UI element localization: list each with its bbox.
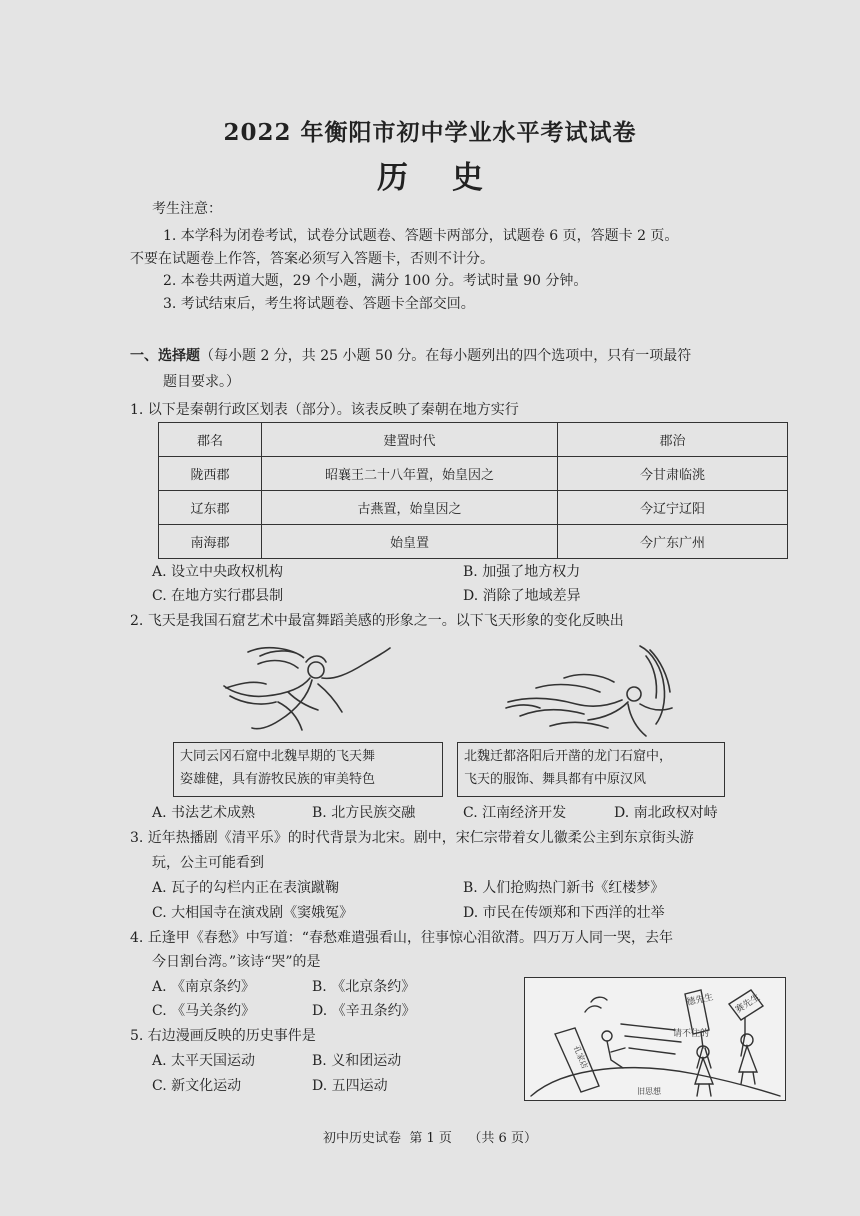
page-footer — [0, 1127, 860, 1146]
notice-heading: 考生注意： — [152, 201, 222, 217]
q3-option-a: A. 瓦子的勾栏内正在表演蹴鞠 — [152, 880, 340, 896]
table-cell: 陇西郡 — [159, 457, 262, 491]
q1-option-a: A. 设立中央政权机构 — [152, 564, 284, 580]
q4-option-c: C. 《马关条约》 — [152, 1003, 256, 1019]
q5-option-a: A. 太平天国运动 — [152, 1053, 256, 1069]
caption-yungang — [173, 742, 443, 797]
caption-longmen — [457, 742, 725, 797]
table-header-cell: 建置时代 — [262, 423, 558, 457]
subject-title: 历史 — [377, 160, 527, 196]
cartoon-sign-1: 德先生 — [685, 992, 715, 1009]
table-cell: 昭襄王二十八年置，始皇因之 — [262, 457, 558, 491]
table-cell: 今辽宁辽阳 — [558, 491, 788, 525]
table-header-cell: 郡名 — [159, 423, 262, 457]
table-cell: 辽东郡 — [159, 491, 262, 525]
flying-apsara-yungang-illustration — [218, 644, 398, 734]
q1-option-d: D. 消除了地域差异 — [463, 588, 581, 604]
section-1-desc-line-1: （每小题 2 分，共 25 小题 50 分。在每小题列出的四个选项中，只有一项最符 — [200, 348, 692, 364]
q2-option-d: D. 南北政权对峙 — [614, 805, 718, 821]
cartoon-sign-2: 赛先生 — [733, 992, 763, 1016]
table-cell: 始皇置 — [262, 525, 558, 559]
q1-stem: 1. 以下是秦朝行政区划表（部分）。该表反映了秦朝在地方实行 — [130, 402, 519, 418]
q4-option-d: D. 《辛丑条约》 — [312, 1003, 416, 1019]
footer-title: 初中历史试卷 — [323, 1131, 402, 1146]
cartoon-speech-text: 请不住的 — [673, 1029, 710, 1039]
q2-option-c: C. 江南经济开发 — [463, 805, 567, 821]
cartoon-drawing — [525, 978, 784, 1099]
table-cell: 南海郡 — [159, 525, 262, 559]
table-row — [159, 525, 788, 559]
q4-stem-line-1: 4. 丘逢甲《春愁》中写道：“春愁难遣强看山，往事惊心泪欲潸。四万万人同一哭，去年 — [130, 930, 673, 946]
table-row — [159, 491, 788, 525]
section-1-heading — [130, 346, 691, 366]
q2-option-b: B. 北方民族交融 — [312, 805, 416, 821]
q5-stem: 5. 右边漫画反映的历史事件是 — [130, 1028, 316, 1044]
cartoon-ground-text: 旧思想 — [637, 1087, 661, 1096]
q4-option-b: B. 《北京条约》 — [312, 979, 416, 995]
caption-longmen-line-2: 飞天的服饰、舞具都有中原汉风 — [464, 772, 647, 787]
q5-option-b: B. 义和团运动 — [312, 1053, 402, 1069]
table-cell: 今广东广州 — [558, 525, 788, 559]
flying-apsara-longmen-illustration — [500, 642, 686, 742]
notice-item-1-line-1: 1. 本学科为闭卷考试，试卷分试题卷、答题卡两部分，试题卷 6 页，答题卡 2 页。 — [163, 228, 679, 244]
table-header-cell: 郡治 — [558, 423, 788, 457]
q2-option-a: A. 书法艺术成熟 — [152, 805, 256, 821]
q2-stem: 2. 飞天是我国石窟艺术中最富舞蹈美感的形象之一。以下飞天形象的变化反映出 — [130, 613, 624, 629]
q4-stem-line-2: 今日割台湾。”该诗“哭”的是 — [152, 954, 321, 970]
caption-yungang-line-1: 大同云冈石窟中北魏早期的飞天舞 — [180, 749, 376, 764]
qin-admin-table — [158, 422, 788, 559]
q3-option-b: B. 人们抢购热门新书《红楼梦》 — [463, 880, 665, 896]
table-cell: 古燕置，始皇因之 — [262, 491, 558, 525]
section-1-desc-line-2: 题目要求。） — [163, 374, 240, 390]
table-row — [159, 457, 788, 491]
notice-item-3: 3. 考试结束后，考生将试题卷、答题卡全部交回。 — [163, 296, 475, 312]
footer-total-pages: （共 6 页） — [468, 1131, 537, 1146]
cartoon-board-text: 孔家店 — [571, 1044, 590, 1071]
exam-title: 2022 年衡阳市初中学业水平考试试卷 — [223, 119, 637, 146]
new-culture-cartoon — [524, 977, 786, 1101]
footer-page-number: 第 1 页 — [409, 1131, 452, 1146]
table-cell: 今甘肃临洮 — [558, 457, 788, 491]
q4-option-a: A. 《南京条约》 — [152, 979, 256, 995]
q5-option-c: C. 新文化运动 — [152, 1078, 242, 1094]
notice-item-2: 2. 本卷共两道大题，29 个小题，满分 100 分。考试时量 90 分钟。 — [163, 273, 588, 289]
q1-option-c: C. 在地方实行郡县制 — [152, 588, 284, 604]
q5-option-d: D. 五四运动 — [312, 1078, 388, 1094]
q3-stem-line-1: 3. 近年热播剧《清平乐》的时代背景为北宋。剧中，宋仁宗带着女儿徽柔公主到东京街头游 — [130, 830, 694, 846]
caption-longmen-line-1: 北魏迁都洛阳后开凿的龙门石窟中， — [464, 749, 673, 764]
q1-option-b: B. 加强了地方权力 — [463, 564, 581, 580]
notice-item-1-line-2: 不要在试题卷上作答，答案必须写入答题卡，否则不计分。 — [130, 251, 494, 267]
section-1-label: 一、选择题 — [130, 348, 200, 364]
table-header-row — [159, 423, 788, 457]
caption-yungang-line-2: 姿雄健，具有游牧民族的审美特色 — [180, 772, 376, 787]
q3-option-d: D. 市民在传颂郑和下西洋的壮举 — [463, 905, 665, 921]
q3-stem-line-2: 玩，公主可能看到 — [152, 855, 264, 871]
q3-option-c: C. 大相国寺在演戏剧《窦娥冤》 — [152, 905, 354, 921]
